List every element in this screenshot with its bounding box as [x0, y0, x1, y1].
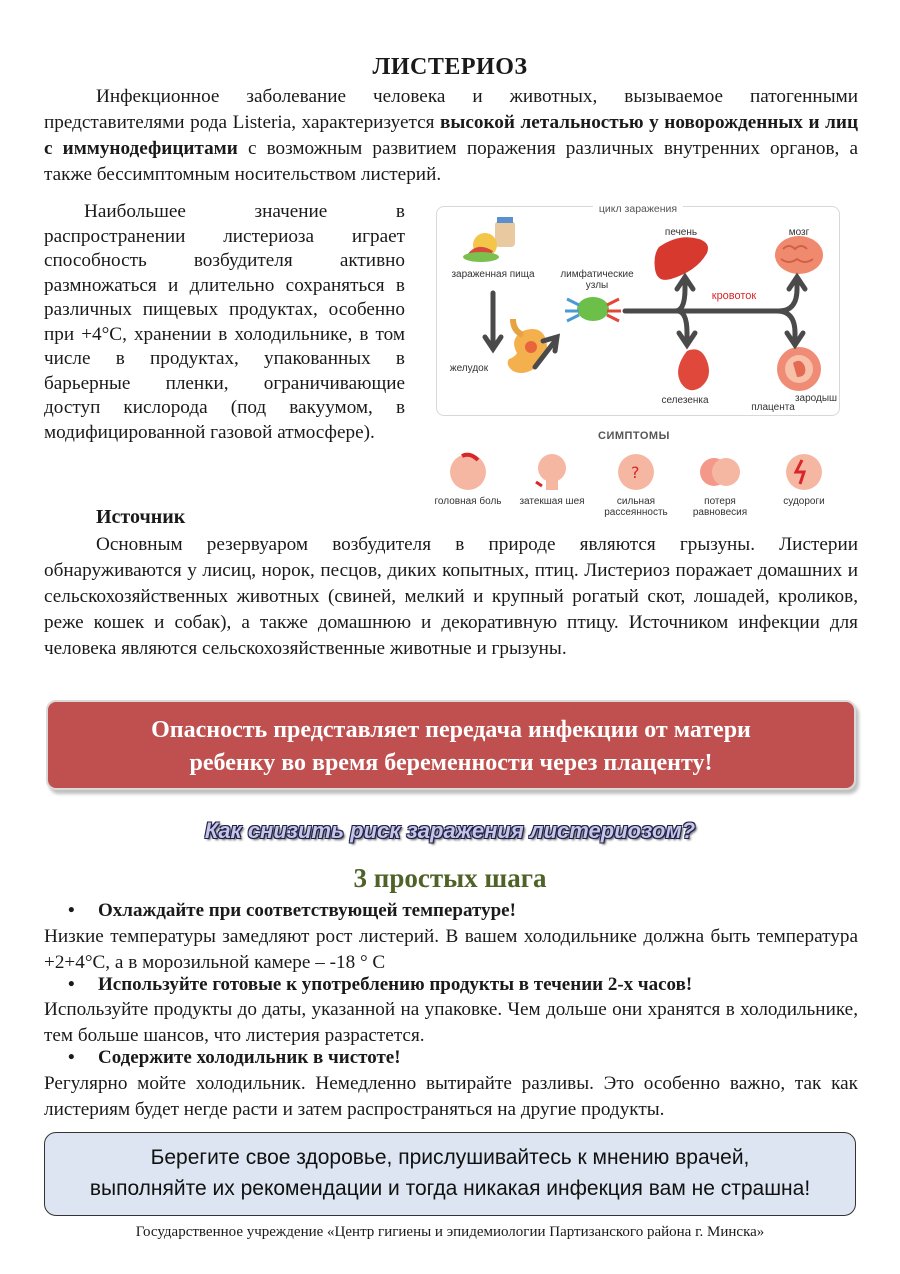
page-title: ЛИСТЕРИОЗ	[372, 54, 528, 80]
steps-title: 3 простых шага	[353, 863, 547, 893]
svg-text:?: ?	[631, 463, 640, 482]
step-3-text: Регулярно мойте холодильник. Немедленно вытирайте разливы. Это особенно важно, так как листериям будет негде расти и затем распространяться на другие продукты.	[44, 1073, 858, 1120]
step-1-text: Низкие температуры замедляют рост листерий. В вашем холодильнике должна быть температура +2+4°С, а в морозильной камере – -18 ° С	[44, 926, 858, 973]
symptom-label: затекшая шея	[519, 496, 585, 507]
stomach-label: желудок	[449, 363, 489, 374]
spleen-label: селезенка	[661, 395, 709, 406]
cycle-graphics	[437, 207, 839, 415]
step-heading-text: Содержите холодильник в чистоте!	[98, 1047, 401, 1068]
brain-icon	[775, 236, 823, 274]
lymph-label: лимфатические узлы	[560, 269, 634, 291]
intro-paragraph	[44, 84, 858, 188]
headache-icon	[448, 452, 488, 492]
confusion-icon	[616, 452, 656, 492]
symptom-label: сильная рассеянность	[604, 496, 668, 518]
blood-label: кровоток	[711, 290, 757, 302]
step-2-heading	[68, 974, 692, 996]
brain-label: мозг	[788, 227, 810, 238]
step-heading-text: Используйте готовые к употреблению продукты в течении 2-х часов!	[98, 974, 693, 995]
symptom-label: головная боль	[434, 496, 502, 507]
stomach-icon	[508, 319, 547, 373]
symptom-confusion	[596, 452, 676, 518]
symptom-label: потеря равновесия	[692, 496, 748, 518]
placenta-label: плацента	[751, 402, 795, 413]
source-paragraph: Основным резервуаром возбудителя в природе являются грызуны. Листерии обнаруживаются у лисиц, норок, песцов, диких копытных, птиц. Листериоз поражает домашних и сельскохозяйственных животных (свиней, мелкий и крупный рогатый скот, лошадей, кроликов, реже кошек и собак), а также домашнюю и декоративную птицу. Источником инфекции для человека являются сельскохозяйственные животные и грызуны.	[44, 534, 858, 659]
warning-line-1: Опасность представляет передача инфекции от матери	[151, 717, 751, 743]
seizures-icon	[784, 452, 824, 492]
spleen-icon	[678, 349, 709, 390]
fetus-label: зародыш	[794, 393, 838, 404]
warning-line-2: ребенку во время беременности через плаценту!	[189, 750, 713, 776]
pregnancy-warning-banner	[46, 700, 856, 790]
advice-line-2: выполняйте их рекомендации и тогда никакая инфекция вам не страшна!	[89, 1177, 811, 1200]
symptom-stiff-neck	[512, 452, 592, 507]
food-label: зараженная пища	[451, 269, 535, 280]
stiff-neck-icon	[532, 452, 572, 492]
advice-text	[45, 1142, 855, 1204]
lymph-node-icon	[565, 297, 621, 321]
warning-text	[48, 714, 854, 780]
footer-organization: Государственное учреждение «Центр гигиены и эпидемиологии Партизанского района г. Минска»	[135, 1224, 765, 1240]
cycle-title: цикл заражения	[593, 203, 683, 215]
symptoms-title: СИМПТОМЫ	[598, 430, 670, 442]
symptom-headache	[428, 452, 508, 507]
source-heading: Источник	[96, 506, 186, 528]
symptom-label: судороги	[783, 496, 825, 507]
symptom-seizures	[764, 452, 844, 507]
infection-cycle-diagram	[436, 203, 840, 416]
step-2-text: Используйте продукты до даты, указанной на упаковке. Чем дольше они хранятся в холодильнике, тем больше шансов, что листерия разрастется.	[44, 999, 858, 1046]
step-1-heading	[68, 900, 516, 922]
bullet-icon: •	[68, 1047, 75, 1068]
intro-text: Инфекционное заболевание человека и животных, вызываемое патогенными представителями рода Listeria, характеризуется	[44, 86, 858, 133]
bullet-icon: •	[68, 974, 75, 995]
food-icon	[463, 217, 515, 262]
risk-heading: Как снизить риск заражения листериозом?	[204, 818, 696, 843]
intro-bold-text: высокой летальностью у новорожденных и лиц с иммунодефицитами	[44, 112, 859, 159]
symptom-balance-loss	[680, 452, 760, 518]
liver-label: печень	[664, 227, 698, 238]
fetus-icon	[777, 347, 821, 391]
advice-box	[44, 1132, 856, 1216]
step-heading-text: Охлаждайте при соответствующей температуре!	[98, 900, 516, 921]
balance-loss-icon	[700, 452, 740, 492]
advice-line-1: Берегите свое здоровье, прислушивайтесь к мнению врачей,	[150, 1146, 750, 1169]
liver-icon	[655, 237, 709, 280]
intro-text-end: с возможным развитием поражения различных внутренних органов, а также бессимптомным носительством листерий.	[44, 138, 858, 185]
distribution-paragraph: Наибольшее значение в распространении листериоза играет способность возбудителя активно размножаться и длительно сохраняться в различных пищевых продуктах, особенно при +4°С, хранении в холодильнике, в том числе в продуктах, упакованных в барьерные пленки, ограничивающие доступ кислорода (под вакуумом, в модифицированной газовой атмосфере).	[44, 201, 405, 443]
step-3-heading	[68, 1047, 401, 1069]
bullet-icon: •	[68, 900, 75, 921]
